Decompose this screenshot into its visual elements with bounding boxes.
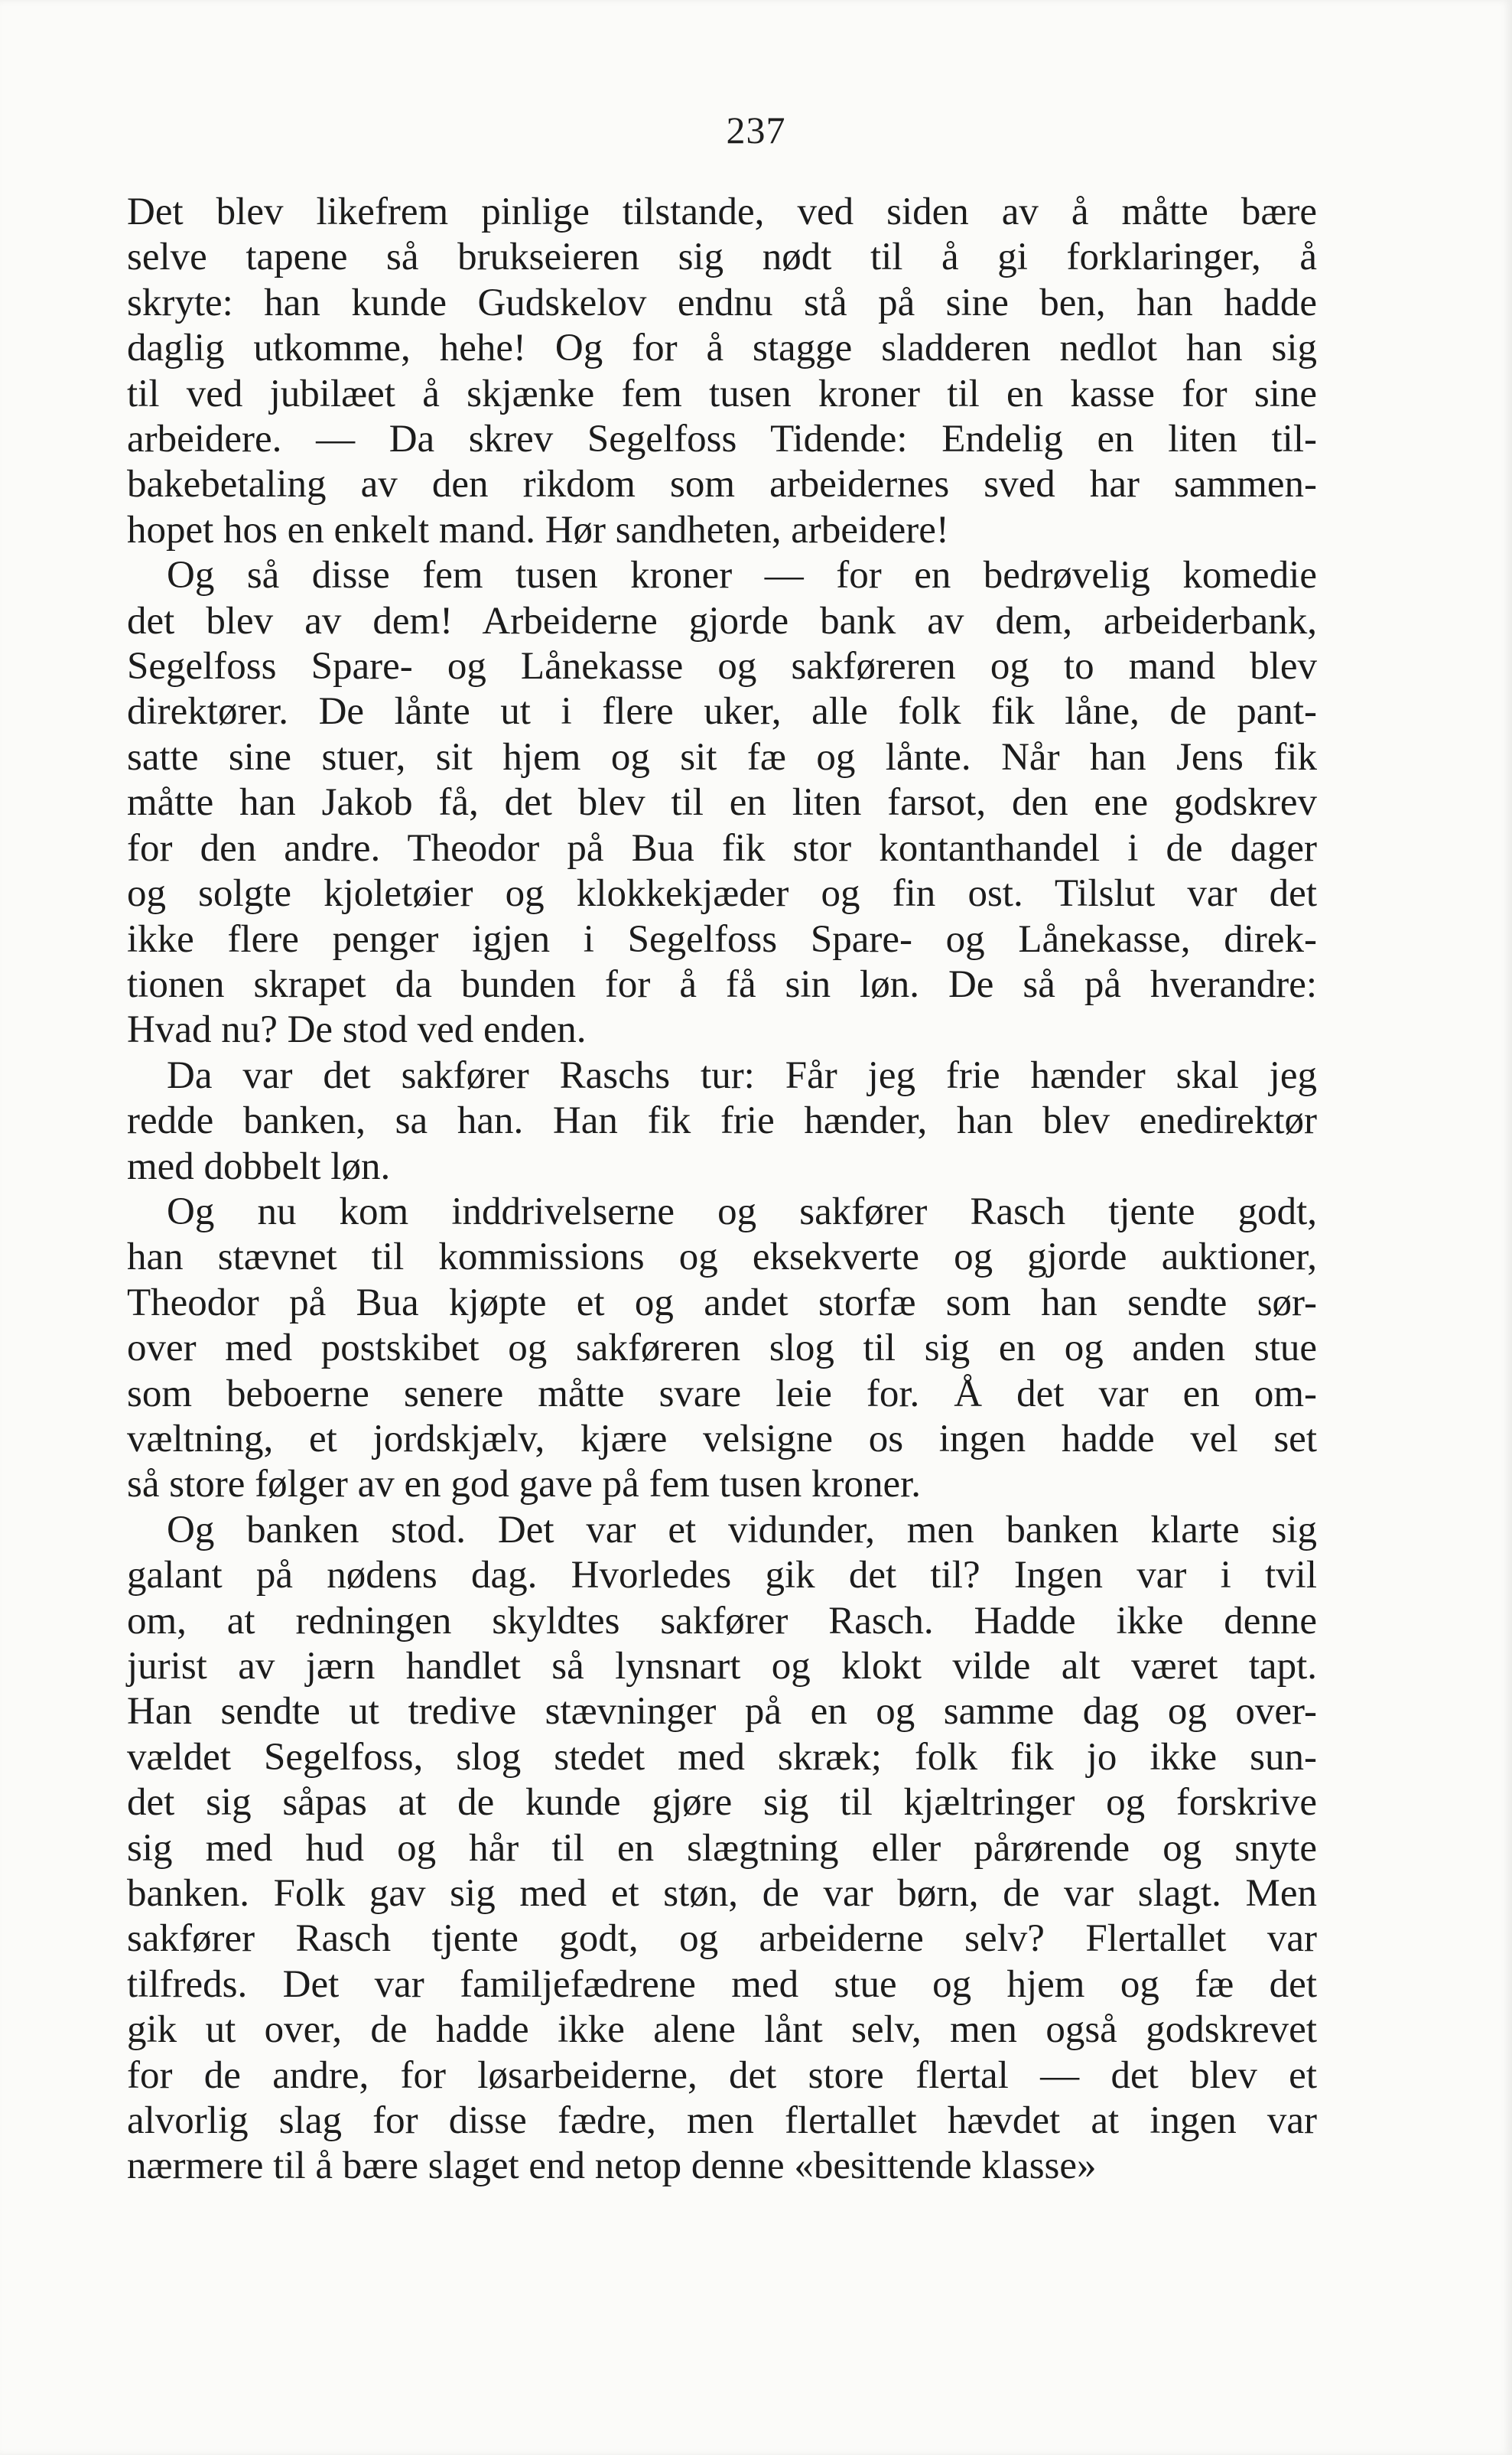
text-line: med dobbelt løn. [127, 1144, 391, 1188]
text-line: Theodor på Bua kjøpte et og andet storfæ som han sendte sør- [127, 1281, 1317, 1324]
text-line: arbeidere. — Da skrev Segelfoss Tidende: Endelig en liten til- [127, 418, 1317, 461]
text-line: det sig såpas at de kunde gjøre sig til kjæltringer og forskrive [127, 1781, 1317, 1825]
text-line: Og nu kom inddrivelserne og sakfører Rasch tjente godt, [167, 1190, 1317, 1233]
text-line: som beboerne senere måtte svare leie for. Å det var en om- [127, 1372, 1317, 1415]
text-line: galant på nødens dag. Hvorledes gik det til? Ingen var i tvil [127, 1554, 1317, 1597]
text-line: det blev av dem! Arbeiderne gjorde bank av dem, arbeiderbank, [127, 599, 1317, 643]
text-line: nærmere til å bære slaget end netop denne «besittende klasse» [127, 2144, 1097, 2188]
text-line: sig med hud og hår til en slægtning eller pårørende og snyte [127, 1826, 1317, 1870]
text-line: gik ut over, de hadde ikke alene lånt selv, men også godskrevet [127, 2008, 1317, 2052]
text-line: til ved jubilæet å skjænke fem tusen kroner til en kasse for sine [127, 372, 1317, 415]
text-line: alvorlig slag for disse fædre, men flertallet hævdet at ingen var [127, 2099, 1317, 2143]
text-line: daglig utkomme, hehe! Og for å stagge sladderen nedlot han sig [127, 327, 1317, 370]
page-number: 237 [726, 109, 786, 151]
text-line: redde banken, sa han. Han fik frie hænder, han blev enedirektør [127, 1099, 1317, 1143]
text-line: satte sine stuer, sit hjem og sit fæ og lånte. Når han Jens fik [127, 735, 1317, 779]
text-line: jurist av jærn handlet så lynsnart og klokt vilde alt været tapt. [127, 1645, 1317, 1688]
text-line: Det blev likefrem pinlige tilstande, ved siden av å måtte bære [127, 190, 1317, 233]
text-line: Og banken stod. Det var et vidunder, men banken klarte sig [167, 1508, 1317, 1551]
text-line: banken. Folk gav sig med et støn, de var børn, de var slagt. Men [127, 1872, 1317, 1916]
text-line: han stævnet til kommissions og eksekverte og gjorde auktioner, [127, 1236, 1317, 1279]
text-line: direktører. De lånte ut i flere uker, alle folk fik låne, de pant- [127, 690, 1317, 734]
text-line: Og så disse fem tusen kroner — for en bedrøvelig komedie [167, 554, 1317, 597]
text-line: Hvad nu? De stod ved enden. [127, 1008, 587, 1052]
paragraph [127, 1190, 1317, 1508]
text-line: selve tapene så brukseieren sig nødt til å gi forklaringer, å [127, 236, 1317, 279]
text-line: vældet Segelfoss, slog stedet med skræk; folk fik jo ikke sun- [127, 1735, 1317, 1779]
paragraph [127, 1508, 1317, 2190]
text-line: Da var det sakfører Raschs tur: Får jeg frie hænder skal jeg [167, 1053, 1317, 1097]
text-line: Han sendte ut tredive stævninger på en og samme dag og over- [127, 1690, 1317, 1734]
text-line: skryte: han kunde Gudskelov endnu stå på sine ben, han hadde [127, 281, 1317, 324]
paragraph [127, 1053, 1317, 1190]
text-line: Segelfoss Spare- og Lånekasse og sakføreren og to mand blev [127, 645, 1317, 689]
text-line: hopet hos en enkelt mand. Hør sandheten, arbeidere! [127, 508, 949, 552]
text-line: måtte han Jakob få, det blev til en liten farsot, den ene godskrev [127, 781, 1317, 825]
text-line: bakebetaling av den rikdom som arbeidernes sved har sammen- [127, 463, 1317, 506]
text-line: tionen skrapet da bunden for å få sin løn. De så på hverandre: [127, 962, 1317, 1006]
text-line: og solgte kjoletøier og klokkekjæder og fin ost. Tilslut var det [127, 872, 1317, 916]
text-line: tilfreds. Det var familjefædrene med stue og hjem og fæ det [127, 1962, 1317, 2006]
text-line: ikke flere penger igjen i Segelfoss Spare- og Lånekasse, direk- [127, 917, 1317, 961]
text-line: om, at redningen skyldtes sakfører Rasch. Hadde ikke denne [127, 1599, 1317, 1643]
text-line: væltning, et jordskjælv, kjære velsigne os ingen hadde vel set [127, 1417, 1317, 1460]
text-line: for de andre, for løsarbeiderne, det store flertal — det blev et [127, 2053, 1317, 2097]
text-line: så store følger av en god gave på fem tusen kroner. [127, 1463, 922, 1506]
paragraph [127, 190, 1317, 553]
body-text [127, 190, 1317, 2190]
text-line: for den andre. Theodor på Bua fik stor kontanthandel i de dager [127, 826, 1317, 870]
text-line: sakfører Rasch tjente godt, og arbeiderne selv? Flertallet var [127, 1917, 1317, 1961]
text-line: over med postskibet og sakføreren slog til sig en og anden stue [127, 1327, 1317, 1370]
paragraph [127, 553, 1317, 1053]
